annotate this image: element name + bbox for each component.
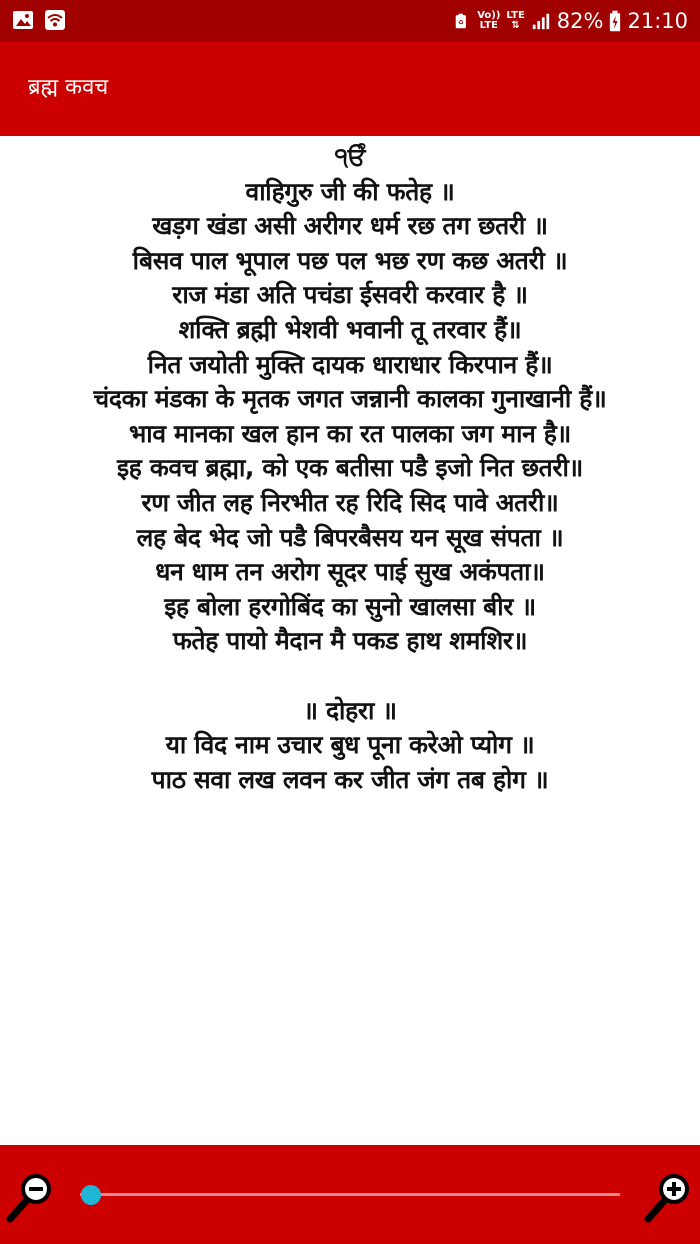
volte-indicator xyxy=(477,11,500,31)
volte-label: Vo)) xyxy=(477,10,501,21)
app-title: ब्रह्म कवच xyxy=(28,75,109,100)
zoom-in-icon[interactable] xyxy=(640,1169,696,1225)
status-left-icons xyxy=(12,9,66,31)
verse-line: शक्ति ब्रह्मी भेशवी भवानी तू तरवार हैं॥ xyxy=(178,314,522,344)
data-saver-icon xyxy=(455,10,471,32)
zoom-slider-thumb[interactable] xyxy=(81,1185,101,1205)
verse-line: फतेह पायो मैदान मै पकड हाथ शमशिर॥ xyxy=(172,626,528,656)
verse-line xyxy=(0,659,700,694)
app-bar xyxy=(0,42,700,136)
battery-charging-icon xyxy=(609,10,621,32)
zoom-slider-track[interactable] xyxy=(80,1193,620,1196)
verse-line: चंदका मंडका के मृतक जगत जन्नानी कालका गुनाखानी हैं॥ xyxy=(93,384,607,414)
verse-line: पाठ सवा लख लवन कर जीत जंग तब होग ॥ xyxy=(151,764,549,794)
status-time: 21:10 xyxy=(627,9,688,33)
lte-indicator xyxy=(506,11,524,31)
verse-line: नित जयोती मुक्ति दायक धाराधार किरपान हैं॥ xyxy=(147,349,553,379)
verse-line: धन धाम तन अरोग सूदर पाई सुख अकंपता॥ xyxy=(155,557,545,587)
lte-label: LTE xyxy=(506,10,525,21)
status-bar xyxy=(0,0,700,42)
verse-line: रण जीत लह निरभीत रह रिदि सिद पावे अतरी॥ xyxy=(141,487,559,517)
verse-line: वाहिगुरु जी की फतेह ॥ xyxy=(245,176,455,206)
svg-text:♻: ♻ xyxy=(458,18,464,27)
volte-lte-label: LTE xyxy=(479,20,498,31)
verse-line: इह कवच ब्रह्मा, को एक बतीसा पडै इजो नित छतरी॥ xyxy=(117,453,583,483)
verse-line: राज मंडा अति पचंडा ईसवरी करवार है ॥ xyxy=(172,280,528,310)
verse-line: ੧ੳੰ xyxy=(334,142,366,171)
verse-line: बिसव पाल भूपाल पछ पल भछ रण कछ अतरी ॥ xyxy=(132,245,568,275)
battery-percent: 82% xyxy=(556,9,604,33)
data-arrows-icon: ⇅ xyxy=(511,20,520,31)
verse-line: लह बेद भेद जो पडै बिपरबैसय यन सूख संपता ॥ xyxy=(136,522,564,552)
verse-text xyxy=(0,140,700,797)
status-right xyxy=(455,8,688,34)
verse-line: भाव मानका खल हान का रत पालका जग मान है॥ xyxy=(128,418,572,448)
wifi-icon xyxy=(44,9,66,31)
zoom-out-icon[interactable] xyxy=(2,1169,58,1225)
verse-line: इह बोला हरगोबिंद का सुनो खालसा बीर ॥ xyxy=(164,591,536,621)
signal-icon xyxy=(531,11,551,31)
verse-line: ॥ दोहरा ॥ xyxy=(303,695,397,725)
image-icon xyxy=(12,9,34,31)
verse-line: खड़ग खंडा असी अरीगर धर्म रछ तग छतरी ॥ xyxy=(152,211,548,241)
verse-line: या विद नाम उचार बुध पूना करेओ प्योग ॥ xyxy=(165,730,535,760)
zoom-bar xyxy=(0,1145,700,1244)
